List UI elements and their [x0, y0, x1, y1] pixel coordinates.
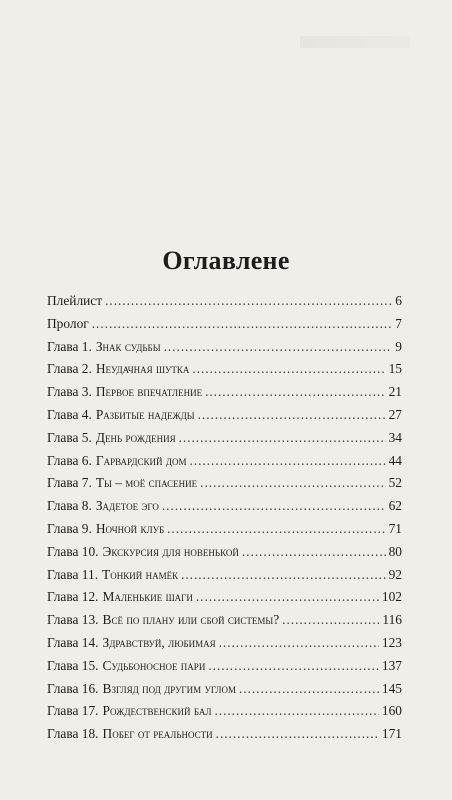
- dot-leader: [216, 723, 379, 746]
- toc-entry-page-number: 62: [388, 498, 402, 514]
- toc-entry-title: Тонкий намёк: [102, 566, 179, 582]
- dot-leader: [219, 632, 379, 655]
- toc-entry-title: Судьбоносное пари: [102, 657, 206, 673]
- dot-leader: [92, 313, 393, 336]
- dot-leader: [242, 541, 386, 564]
- toc-entry: [47, 700, 402, 723]
- toc-entry-page-number: 80: [388, 543, 402, 559]
- dot-leader: [208, 655, 379, 678]
- toc-entry-label: Глава 15.: [47, 657, 99, 673]
- toc-entry: [47, 609, 402, 632]
- toc-entry-label: Глава 17.: [47, 703, 99, 719]
- toc-entry: [47, 678, 402, 701]
- toc-entry: [47, 723, 402, 746]
- dot-leader: [164, 336, 393, 359]
- dot-leader: [282, 609, 379, 632]
- toc-entry-title: Первое впечатление: [95, 384, 203, 400]
- toc-entry-title: Ты – моё спасение: [95, 475, 198, 491]
- toc-entry-label: Глава 9.: [47, 520, 92, 536]
- dot-leader: [214, 700, 378, 723]
- toc-entry-label: Глава 8.: [47, 498, 92, 514]
- toc-entry: [47, 450, 402, 473]
- toc-entry-title: Разбитые надежды: [95, 406, 195, 422]
- dot-leader: [179, 427, 386, 450]
- toc-entry-page-number: 9: [395, 338, 402, 354]
- toc-entry-title: Здравствуй, любимая: [102, 634, 216, 650]
- toc-entry-label: Пролог: [47, 315, 89, 331]
- toc-entry-page-number: 44: [388, 452, 402, 468]
- toc-entry: [47, 655, 402, 678]
- toc-entry: [47, 290, 402, 313]
- dot-leader: [167, 518, 385, 541]
- toc-entry: [47, 586, 402, 609]
- toc-entry-label: Глава 5.: [47, 429, 92, 445]
- toc-entry-title: Взгляд под другим углом: [102, 680, 236, 696]
- toc-entry-page-number: 145: [381, 680, 402, 696]
- toc-entry-page-number: 71: [388, 520, 402, 536]
- toc-entry: [47, 518, 402, 541]
- toc-entry-label: Глава 1.: [47, 338, 92, 354]
- toc-entry-title: Неудачная шутка: [95, 361, 190, 377]
- toc-entry-title: Задетое эго: [95, 498, 159, 514]
- dot-leader: [192, 358, 385, 381]
- toc-entry-page-number: 52: [388, 475, 402, 491]
- toc-entry-label: Глава 6.: [47, 452, 92, 468]
- page-title: Оглавлене: [162, 246, 290, 275]
- dot-leader: [190, 450, 386, 473]
- dot-leader: [200, 472, 385, 495]
- dot-leader: [198, 404, 386, 427]
- toc-entry-label: Глава 7.: [47, 475, 92, 491]
- toc-entry: [47, 404, 402, 427]
- toc-entry: [47, 313, 402, 336]
- toc-entry-label: Глава 2.: [47, 361, 92, 377]
- toc-entry-title: Рождественский бал: [102, 703, 212, 719]
- bleed-through-mark: [300, 36, 410, 48]
- toc-entry-page-number: 34: [388, 429, 402, 445]
- toc-entry-label: Глава 12.: [47, 589, 99, 605]
- toc-entry-page-number: 15: [388, 361, 402, 377]
- toc-entry-page-number: 137: [381, 657, 402, 673]
- dot-leader: [239, 678, 379, 701]
- toc-entry-page-number: 7: [395, 315, 402, 331]
- toc-entry-page-number: 116: [382, 612, 402, 628]
- toc-entry: [47, 632, 402, 655]
- dot-leader: [196, 586, 379, 609]
- toc-entry-title: Побег от реальности: [102, 726, 213, 742]
- toc-entry-label: Глава 3.: [47, 384, 92, 400]
- toc-entry-page-number: 160: [381, 703, 402, 719]
- toc-entry: [47, 564, 402, 587]
- toc-entry-label: Глава 11.: [47, 566, 99, 582]
- dot-leader: [105, 290, 392, 313]
- toc-entry: [47, 336, 402, 359]
- table-of-contents: [47, 290, 402, 746]
- toc-entry-title: Гарвардский дом: [95, 452, 187, 468]
- toc-entry-page-number: 102: [381, 589, 402, 605]
- toc-entry-title: Всё по плану или сбой системы?: [102, 612, 280, 628]
- toc-entry-title: Ночной клуб: [95, 520, 165, 536]
- toc-entry-title: Знак судьбы: [95, 338, 161, 354]
- toc-entry: [47, 381, 402, 404]
- toc-entry-label: Глава 4.: [47, 406, 92, 422]
- toc-entry: [47, 495, 402, 518]
- toc-entry-page-number: 6: [395, 293, 402, 308]
- dot-leader: [205, 381, 386, 404]
- toc-entry: [47, 472, 402, 495]
- toc-entry: [47, 427, 402, 450]
- toc-entry-page-number: 92: [388, 566, 402, 582]
- toc-entry-page-number: 21: [388, 384, 402, 400]
- toc-entry-title: День рождения: [95, 429, 176, 445]
- toc-entry-label: Глава 16.: [47, 680, 99, 696]
- toc-entry-label: Глава 13.: [47, 612, 99, 628]
- toc-entry: [47, 358, 402, 381]
- toc-entry-label: Плейлист: [47, 293, 103, 308]
- toc-entry-title: Маленькие шаги: [102, 589, 193, 605]
- toc-entry-label: Глава 18.: [47, 726, 99, 742]
- toc-entry-label: Глава 14.: [47, 634, 99, 650]
- toc-entry-page-number: 27: [388, 406, 402, 422]
- dot-leader: [162, 495, 386, 518]
- toc-entry-label: Глава 10.: [47, 543, 99, 559]
- toc-entry-page-number: 123: [381, 634, 402, 650]
- toc-entry-title: Экскурсия для новенькой: [102, 543, 239, 559]
- toc-entry: [47, 541, 402, 564]
- toc-entry-page-number: 171: [381, 726, 402, 742]
- dot-leader: [181, 564, 386, 587]
